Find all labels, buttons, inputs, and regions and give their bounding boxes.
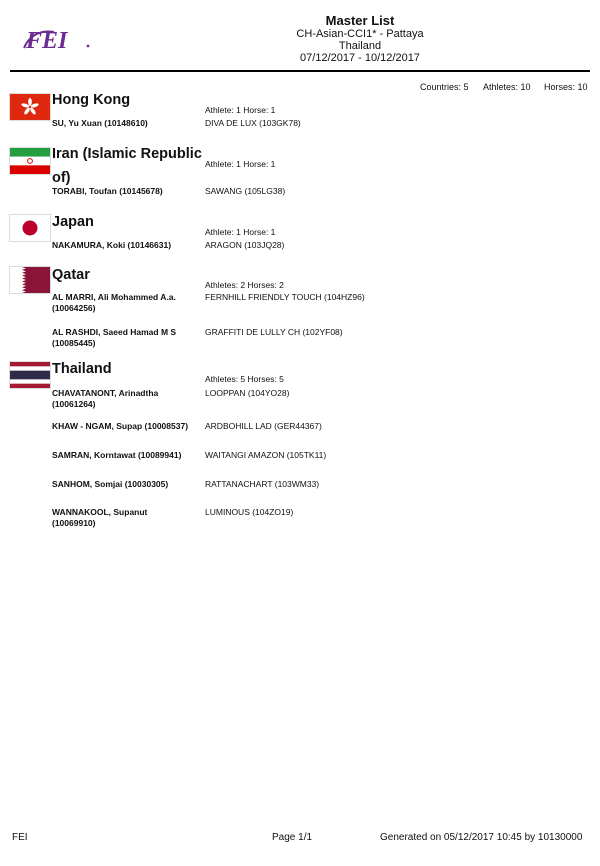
horse-name: RATTANACHART (103WM33)	[205, 479, 320, 489]
country-name: Qatar	[52, 267, 90, 283]
flag-thailand-icon	[10, 362, 50, 388]
country-counts: Athlete: 1 Horse: 1	[205, 105, 276, 115]
country-name: Hong Kong	[52, 92, 131, 108]
horse-name: FERNHILL FRIENDLY TOUCH (104HZ96)	[205, 292, 365, 302]
event-dates: 07/12/2017 - 10/12/2017	[300, 52, 420, 64]
horse-name: GRAFFITI DE LULLY CH (102YF08)	[205, 327, 343, 337]
athlete-id: (10085445)	[52, 338, 96, 348]
athlete-id: (10069910)	[52, 518, 96, 528]
generated-info: Generated on 05/12/2017 10:45 by 10130000	[380, 832, 583, 843]
page-number: Page 1/1	[272, 832, 313, 843]
horse-name: ARDBOHILL LAD (GER44367)	[205, 421, 322, 431]
country-name: Japan	[52, 214, 94, 230]
athlete-id: (10061264)	[52, 399, 96, 409]
athlete-name-line1: WANNAKOOL, Supanut	[52, 507, 148, 517]
athlete-name-line1: CHAVATANONT, Arinadtha	[52, 388, 159, 398]
flag-japan-icon	[10, 215, 50, 241]
fei-logo-graphic	[20, 24, 96, 54]
report-header	[180, 14, 540, 64]
country-name-line2: of)	[52, 170, 71, 186]
horse-name: ARAGON (103JQ28)	[205, 240, 285, 250]
summary-countries: Countries: 5	[420, 82, 469, 92]
event-country: Thailand	[338, 40, 382, 52]
event-name: CH-Asian-CCI1* - Pattaya	[296, 28, 424, 40]
fei-logo	[20, 24, 96, 54]
flag-qatar-icon	[10, 267, 50, 293]
athlete-name-line1: AL RASHDI, Saeed Hamad M S	[52, 327, 177, 337]
summary-athletes: Athletes: 10	[483, 82, 531, 92]
athlete-name: SU, Yu Xuan (10148610)	[52, 118, 148, 128]
athlete-name: TORABI, Toufan (10145678)	[52, 186, 163, 196]
country-counts: Athlete: 1 Horse: 1	[205, 159, 276, 169]
country-counts: Athletes: 5 Horses: 5	[205, 374, 284, 384]
flag-hong-kong-icon	[10, 94, 50, 120]
horse-name: SAWANG (105LG38)	[205, 186, 286, 196]
horse-name: DIVA DE LUX (103GK78)	[205, 118, 301, 128]
athlete-name: KHAW - NGAM, Supap (10008537)	[52, 421, 189, 431]
country-name-line1: Iran (Islamic Republic	[52, 146, 202, 162]
country-counts: Athletes: 2 Horses: 2	[205, 280, 284, 290]
athlete-name: SANHOM, Somjai (10030305)	[52, 479, 169, 489]
athlete-name-line1: AL MARRI, Ali Mohammed A.a.	[52, 292, 176, 302]
country-name: Thailand	[52, 361, 112, 377]
athlete-name: NAKAMURA, Koki (10146631)	[52, 240, 172, 250]
summary-horses: Horses: 10	[544, 82, 588, 92]
header-divider	[10, 70, 590, 72]
report-title: Master List	[325, 13, 395, 28]
fei-logo-text: FEI	[26, 28, 68, 54]
athlete-name: SAMRAN, Korntawat (10089941)	[52, 450, 182, 460]
footer-left: FEI	[12, 832, 28, 843]
athlete-id: (10064256)	[52, 303, 96, 313]
horse-name: WAITANGI AMAZON (105TK11)	[205, 450, 327, 460]
horse-name: LOOPPAN (104YO28)	[205, 388, 290, 398]
flag-iran-icon	[10, 148, 50, 174]
country-counts: Athlete: 1 Horse: 1	[205, 227, 276, 237]
horse-name: LUMINOUS (104ZO19)	[205, 507, 294, 517]
